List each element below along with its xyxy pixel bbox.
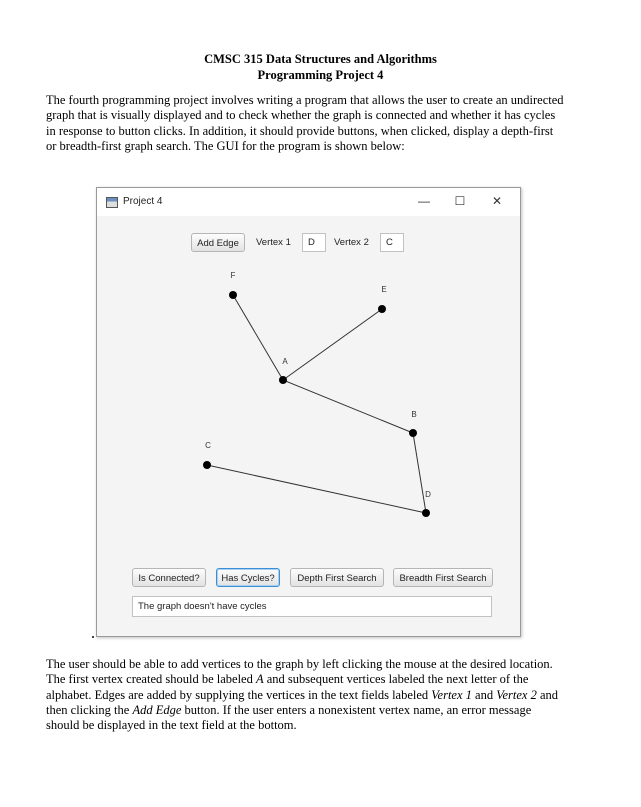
vertex1-term: Vertex 1 [431, 687, 472, 702]
minimize-icon[interactable]: — [418, 194, 430, 208]
vertex1-label: Vertex 1 [256, 237, 291, 248]
vertex-E[interactable] [378, 305, 386, 313]
breadth-first-search-button[interactable]: Breadth First Search [393, 568, 493, 587]
vertex-label-C: C [205, 441, 211, 450]
text-caret [92, 636, 94, 638]
closing-text-2: and subsequent vertices labeled the next letter of the alphabet. Edges are added by supplying the vertices in the text fields labeled [46, 672, 529, 702]
vertex-label-F: F [230, 271, 236, 280]
document-subtitle: Programming Project 4 [257, 68, 384, 82]
vertex-A[interactable] [279, 376, 287, 384]
edge-C-D [207, 465, 426, 513]
intro-paragraph: The fourth programming project involves writing a program that allows the user to create an undirected graph that is visually displayed and to check whether the graph is connected and whether it has cycles in response to button clicks. In addition, it should provide buttons, when clicked, display a depth-first or breadth-first graph search. The GUI for the program is shown below: [46, 93, 564, 153]
vertex-F[interactable] [229, 291, 237, 299]
output-field[interactable]: The graph doesn't have cycles [132, 596, 492, 617]
add-edge-button[interactable]: Add Edge [191, 233, 245, 252]
vertex-B[interactable] [409, 429, 417, 437]
vertex2-label: Vertex 2 [334, 237, 369, 248]
closing-text-1: The user should be able to add vertices to the graph by left clicking the mouse at the desired location. The first vertex created should be labeled [46, 657, 553, 687]
vertex-C[interactable] [203, 461, 211, 469]
add-edge-term: Add Edge [132, 702, 182, 717]
closing-text-4: button. If the user enters a nonexistent vertex name, an error message should be displayed in the text field at the bottom. [46, 702, 532, 733]
document-title: CMSC 315 Data Structures and Algorithms [204, 52, 437, 66]
vertex-label-A: A [282, 357, 288, 366]
vertex2-field[interactable]: C [380, 233, 404, 252]
vertex1-field[interactable]: D [302, 233, 326, 252]
vertex-label-D: D [425, 490, 431, 499]
close-icon[interactable]: ✕ [491, 194, 503, 208]
has-cycles-button[interactable]: Has Cycles? [216, 568, 280, 587]
vertex2-term: Vertex 2 [496, 687, 537, 702]
is-connected-button[interactable]: Is Connected? [132, 568, 206, 587]
app-window-screenshot [96, 187, 521, 637]
edge-E-A [283, 309, 382, 380]
edge-F-A [233, 295, 283, 380]
depth-first-search-button[interactable]: Depth First Search [290, 568, 384, 587]
vertex-D[interactable] [422, 509, 430, 517]
window-title: Project 4 [123, 196, 163, 207]
closing-text-and: and [471, 687, 497, 702]
vertex-a-term: A [255, 672, 264, 687]
edge-B-D [413, 433, 426, 513]
closing-paragraph [46, 657, 566, 733]
closing-text-3: and then clicking the [46, 687, 559, 717]
maximize-icon[interactable]: ☐ [454, 194, 466, 208]
vertex-label-E: E [381, 285, 387, 294]
vertex-label-B: B [411, 410, 417, 419]
edge-A-B [283, 380, 413, 433]
